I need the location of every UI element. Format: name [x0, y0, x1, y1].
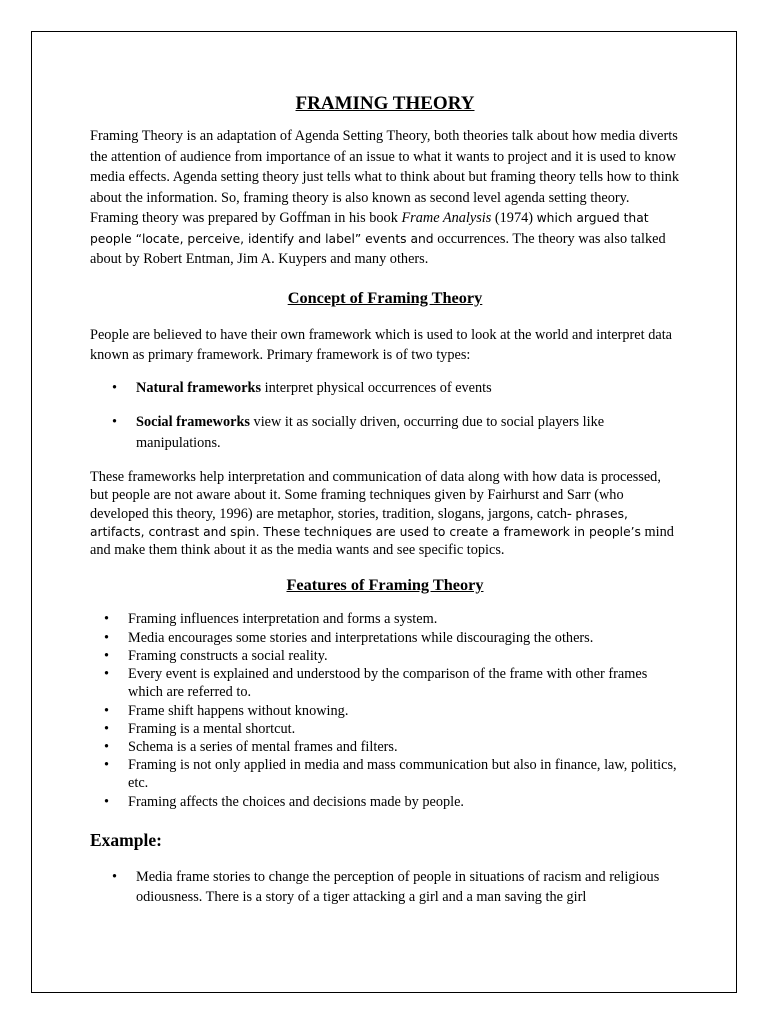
techniques-text-2: phrases, artifacts, contrast and spin. These techniques are used to create a framework in people’s — [90, 506, 641, 539]
list-item-text: Media frame stories to change the perception of people in situations of racism and religious odiousness. There is a story of a tiger attacking a girl and a man saving the girl — [136, 868, 660, 906]
bullet-icon: • — [104, 629, 110, 646]
bullet-icon: • — [104, 793, 110, 810]
features-list — [90, 610, 680, 810]
list-item-text: interpret physical occurrences of events — [261, 379, 492, 396]
list-item-bold: Natural frameworks — [136, 379, 262, 396]
document-body — [90, 92, 680, 908]
bullet-icon: • — [104, 738, 110, 755]
list-item — [90, 867, 680, 908]
framework-list — [90, 378, 680, 454]
list-item-text: Framing influences interpretation and forms a system. — [128, 611, 438, 628]
techniques-paragraph — [90, 468, 680, 559]
list-item — [90, 720, 680, 738]
bullet-icon: • — [104, 757, 110, 774]
list-item — [90, 378, 680, 399]
example-list — [90, 867, 680, 908]
intro-text-1: Framing Theory is an adaptation of Agenda Setting Theory, both theories talk about how media diverts the attention of audience from importance of an issue to what it wants to project and it is used to know media effects. Agenda setting theory just tells what to think about but framing theory tells how to think about the information. So, framing theory is also known as second level agenda setting theory. Framing theory was prepared by Goffman in his book — [90, 128, 679, 226]
techniques-text-3: mind and make them think about it as the media wants and see specific topics. — [90, 523, 674, 559]
list-item — [90, 793, 680, 811]
concept-heading: Concept of Framing Theory — [287, 287, 483, 307]
list-item-text: view it as socially driven, occurring due to social players like manipulations. — [136, 414, 605, 451]
book-year: (1974) — [491, 210, 537, 226]
example-heading: Example: — [90, 829, 162, 850]
bullet-icon: • — [104, 666, 110, 683]
list-item — [90, 629, 680, 647]
list-item-text: Framing constructs a social reality. — [128, 647, 328, 664]
intro-text-3: occurrences. The theory was also talked about by Robert Entman, Jim A. Kuypers and many others. — [90, 230, 666, 267]
bullet-icon: • — [112, 379, 118, 396]
list-item-text: Frame shift happens without knowing. — [128, 702, 349, 719]
intro-text-2: which argued that people “locate, perceive, identify and label” events and — [90, 211, 649, 246]
list-item-text: Framing is not only applied in media and mass communication but also in finance, law, politics, etc. — [128, 757, 677, 792]
bullet-icon: • — [112, 414, 118, 430]
bullet-icon: • — [104, 611, 110, 628]
bullet-icon: • — [104, 702, 110, 719]
list-item-text: Every event is explained and understood by the comparison of the frame with other frames which are referred to. — [128, 666, 648, 701]
bullet-icon: • — [104, 720, 110, 737]
list-item-bold: Social frameworks — [136, 414, 250, 430]
intro-paragraph — [90, 126, 680, 270]
list-item — [90, 412, 680, 453]
list-item-text: Framing affects the choices and decisions made by people. — [128, 793, 465, 810]
list-item — [90, 738, 680, 756]
list-item — [90, 610, 680, 628]
list-item — [90, 702, 680, 720]
list-item-text: Schema is a series of mental frames and filters. — [128, 738, 398, 755]
book-title: Frame Analysis — [401, 210, 492, 226]
list-item — [90, 665, 680, 701]
list-item-text: Media encourages some stories and interpretations while discouraging the others. — [128, 629, 594, 646]
techniques-text-1: These frameworks help interpretation and communication of data along with how data is processed, but people are not aware about it. Some framing techniques given by Fairhurst and Sarr (who developed this theory, 1996) are metaphor, stories, tradition, slogans, jargons, catch- — [90, 469, 661, 522]
list-item-text: Framing is a mental shortcut. — [128, 720, 296, 737]
list-item — [90, 647, 680, 665]
concept-paragraph: People are believed to have their own framework which is used to look at the world and interpret data known as primary framework. Primary framework is of two types: — [90, 326, 673, 363]
list-item — [90, 756, 680, 792]
features-heading: Features of Framing Theory — [286, 575, 484, 595]
bullet-icon: • — [112, 868, 118, 885]
document-title: FRAMING THEORY — [295, 93, 475, 114]
bullet-icon: • — [104, 647, 110, 664]
